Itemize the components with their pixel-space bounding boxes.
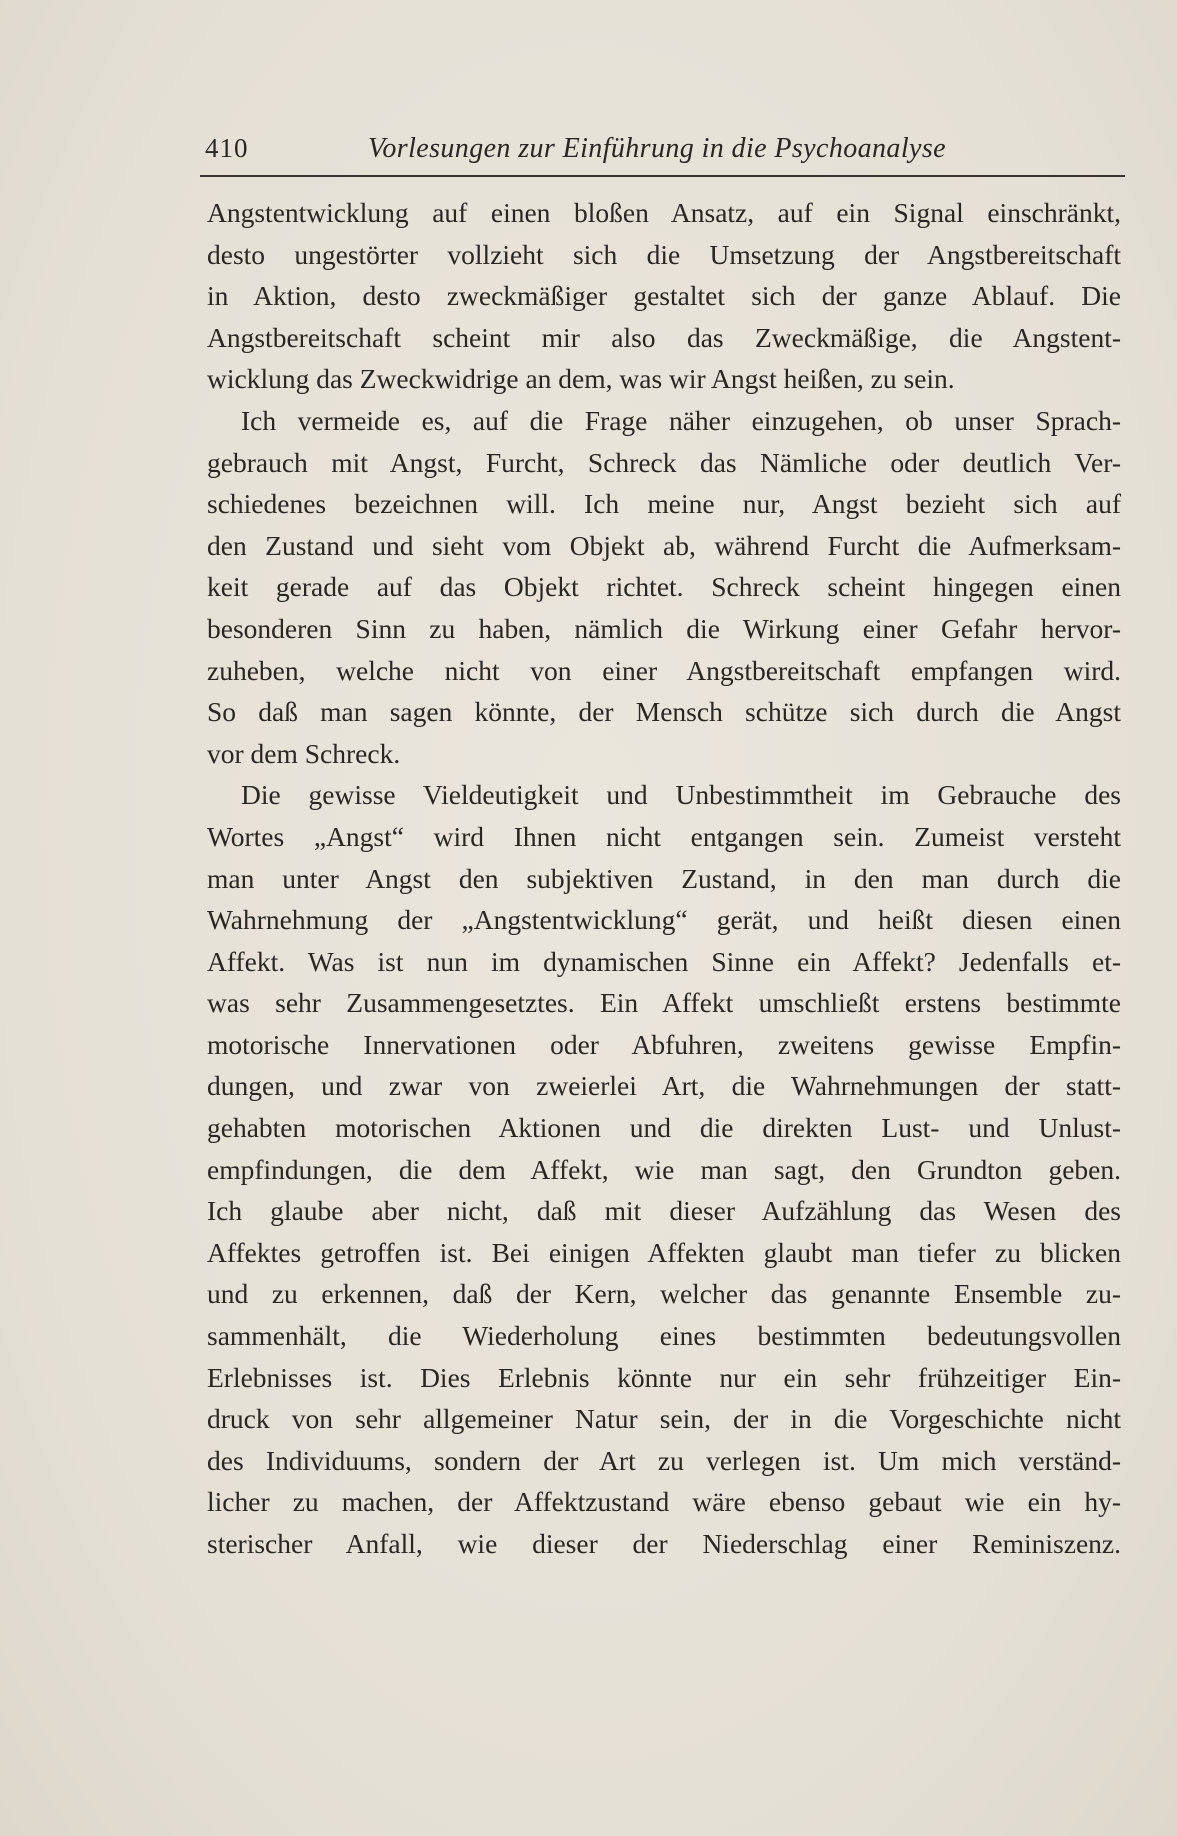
text-line: Wahrnehmung der „Angstentwicklung“ gerät, und heißt diesen einen — [207, 904, 1121, 936]
text-line: Ich glaube aber nicht, daß mit dieser Aufzählung das Wesen des — [207, 1195, 1121, 1227]
text-line: Erlebnisses ist. Dies Erlebnis könnte nur ein sehr frühzeitiger Ein- — [207, 1361, 1121, 1393]
text-line: Angstentwicklung auf einen bloßen Ansatz, auf ein Signal einschränkt, — [207, 197, 1121, 228]
text-line: des Individuums, sondern der Art zu verlegen ist. Um mich verständ- — [207, 1444, 1121, 1476]
header-rule — [200, 175, 1125, 177]
running-title: Vorlesungen zur Einführung in die Psychoanalyse — [368, 133, 946, 164]
text-line: was sehr Zusammengesetztes. Ein Affekt umschließt erstens bestimmte — [207, 987, 1121, 1019]
text-line: in Aktion, desto zweckmäßiger gestaltet sich der ganze Ablauf. Die — [207, 280, 1121, 312]
text-line: motorische Innervationen oder Abfuhren, zweitens gewisse Empfin- — [207, 1028, 1121, 1060]
text-line: sterischer Anfall, wie dieser der Niederschlag einer Reminiszenz. — [207, 1528, 1121, 1559]
text-line: So daß man sagen könnte, der Mensch schütze sich durch die Angst — [207, 696, 1121, 728]
text-line: keit gerade auf das Objekt richtet. Schreck scheint hingegen einen — [207, 571, 1121, 603]
text-line: besonderen Sinn zu haben, nämlich die Wirkung einer Gefahr hervor- — [207, 612, 1121, 644]
text-line: druck von sehr allgemeiner Natur sein, der in die Vorgeschichte nicht — [207, 1403, 1121, 1435]
text-line: und zu erkennen, daß der Kern, welcher das genannte Ensemble zu- — [207, 1278, 1121, 1310]
text-line: gebrauch mit Angst, Furcht, Schreck das Nämliche oder deutlich Ver- — [207, 446, 1121, 478]
text-line: sammenhält, die Wiederholung eines bestimmten bedeutungsvollen — [207, 1320, 1121, 1352]
text-line: Affekt. Was ist nun im dynamischen Sinne ein Affekt? Jedenfalls et- — [207, 945, 1121, 977]
text-line: empfindungen, die dem Affekt, wie man sagt, den Grundton geben. — [207, 1153, 1121, 1185]
text-line: schiedenes bezeichnen will. Ich meine nur, Angst bezieht sich auf — [207, 488, 1121, 520]
text-line: dungen, und zwar von zweierlei Art, die Wahrnehmungen der statt- — [207, 1070, 1121, 1102]
body-text — [207, 192, 1121, 1565]
text-line: Wortes „Angst“ wird Ihnen nicht entgangen sein. Zumeist versteht — [207, 820, 1121, 852]
page-header — [205, 133, 1123, 173]
text-line: desto ungestörter vollzieht sich die Umsetzung der Angstbereitschaft — [207, 238, 1121, 270]
text-line: den Zustand und sieht vom Objekt ab, während Furcht die Aufmerksam- — [207, 529, 1121, 561]
text-line: Affektes getroffen ist. Bei einigen Affekten glaubt man tiefer zu blicken — [207, 1236, 1121, 1268]
paragraph-start-line: Ich vermeide es, auf die Frage näher einzugehen, ob unser Sprach- — [241, 404, 1121, 436]
text-line: vor dem Schreck. — [207, 737, 401, 769]
text-line: licher zu machen, der Affektzustand wäre ebenso gebaut wie ein hy- — [207, 1486, 1121, 1518]
text-line: man unter Angst den subjektiven Zustand, in den man durch die — [207, 862, 1121, 894]
text-line: zuheben, welche nicht von einer Angstbereitschaft empfangen wird. — [207, 654, 1121, 686]
text-line: Angstbereitschaft scheint mir also das Zweckmäßige, die Angstent- — [207, 321, 1121, 353]
paragraph-start-line: Die gewisse Vieldeutigkeit und Unbestimmtheit im Gebrauche des — [241, 779, 1121, 811]
page-number: 410 — [205, 133, 249, 163]
text-line: wicklung das Zweckwidrige an dem, was wir Angst heißen, zu sein. — [207, 363, 955, 395]
text-line: gehabten motorischen Aktionen und die direkten Lust- und Unlust- — [207, 1112, 1121, 1144]
